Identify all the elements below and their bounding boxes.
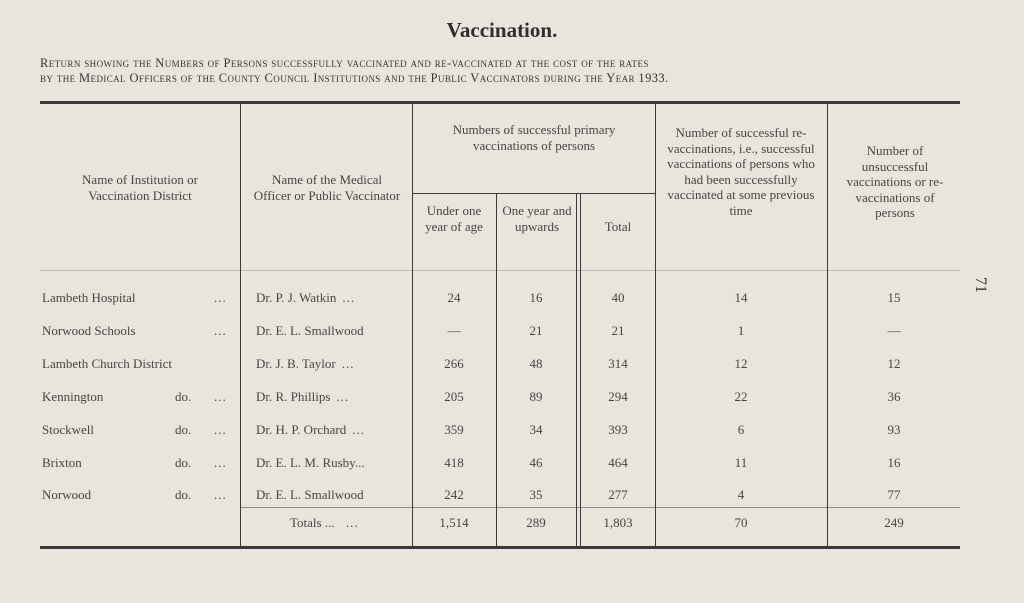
- totals-label: [290, 515, 359, 531]
- officer-name: Dr. J. B. Taylor: [256, 356, 336, 371]
- institution-dots: ...: [214, 323, 227, 338]
- row-officer: [256, 290, 412, 306]
- row-officer: [256, 356, 412, 372]
- row-institution: [42, 290, 238, 306]
- row-total: 294: [608, 389, 628, 404]
- institution-dots: ...: [214, 422, 227, 437]
- row-one-up: 16: [529, 290, 543, 305]
- ditto-mark: do.: [175, 422, 192, 437]
- officer-name: Dr. P. J. Watkin: [256, 290, 337, 305]
- officer-name: Dr. H. P. Orchard: [256, 422, 347, 437]
- header-one-year-up: One year and upwards: [502, 203, 572, 234]
- institution-dots: ...: [214, 389, 227, 404]
- institution-dots: ...: [214, 290, 227, 305]
- row-officer: [256, 487, 412, 503]
- row-institution: [42, 422, 238, 438]
- officer-name: Dr. E. L. Smallwood: [256, 487, 364, 502]
- row-total: 21: [611, 323, 625, 338]
- row-total: 464: [608, 455, 628, 470]
- header-unsuccessful: Number of unsuccessful vaccinations or re-vaccinations of persons: [846, 143, 944, 220]
- row-one-up: 34: [529, 422, 543, 437]
- row-total: 393: [608, 422, 628, 437]
- officer-dots: ...: [352, 422, 366, 437]
- caption-line-1: Return showing the Numbers of Persons successfully vaccinated and re-vaccinated at the cost of the rates: [40, 56, 649, 70]
- totals-rule: [240, 507, 960, 508]
- ditto-mark: do.: [175, 487, 192, 502]
- row-institution: [42, 455, 238, 471]
- row-officer: [256, 389, 412, 405]
- page-number: 71: [972, 277, 989, 293]
- row-unsuccessful: 16: [887, 455, 901, 470]
- row-unsuccessful: 15: [887, 290, 901, 305]
- col-rule-2: [412, 104, 413, 546]
- institution-name: Brixton: [42, 455, 82, 470]
- col-rule-4b: [580, 194, 581, 546]
- header-bottom-rule: [40, 270, 960, 271]
- row-institution: [42, 323, 238, 339]
- row-revacc: 14: [734, 290, 748, 305]
- row-under-one: 24: [447, 290, 461, 305]
- row-unsuccessful: 36: [887, 389, 901, 404]
- institution-name: Norwood Schools: [42, 323, 136, 338]
- row-one-up: 89: [529, 389, 543, 404]
- header-institution: Name of Institution or Vaccination District: [82, 172, 198, 203]
- officer-name: Dr. E. L. M. Rusby...: [256, 455, 365, 470]
- row-under-one: 266: [444, 356, 464, 371]
- row-under-one: —: [447, 323, 461, 338]
- row-under-one: 242: [444, 487, 464, 502]
- row-under-one: 418: [444, 455, 464, 470]
- row-revacc: 6: [737, 422, 745, 437]
- row-total: 40: [611, 290, 625, 305]
- totals-label-text: Totals ...: [290, 515, 335, 530]
- row-institution: [42, 389, 238, 405]
- ditto-mark: do.: [175, 389, 192, 404]
- totals-unsuccessful: 249: [884, 515, 904, 530]
- top-thick-rule: [40, 101, 960, 104]
- totals-under-one: 1,514: [439, 515, 469, 530]
- row-one-up: 46: [529, 455, 543, 470]
- institution-name: Lambeth Church District: [42, 356, 172, 371]
- bottom-thick-rule: [40, 546, 960, 549]
- row-unsuccessful: 77: [887, 487, 901, 502]
- header-revacc: Number of successful re-vaccinations, i.e., successful vaccinations of persons who had been successfully vaccinated at some previous time: [667, 125, 815, 218]
- institution-name: Stockwell: [42, 422, 94, 437]
- header-officer: Name of the Medical Officer or Public Vaccinator: [253, 172, 401, 203]
- totals-one-up: 289: [526, 515, 546, 530]
- row-one-up: 48: [529, 356, 543, 371]
- institution-dots: ...: [214, 487, 227, 502]
- row-revacc: 22: [734, 389, 748, 404]
- officer-dots: ...: [336, 389, 350, 404]
- row-under-one: 359: [444, 422, 464, 437]
- institution-dots: ...: [214, 455, 227, 470]
- header-primary-group: Numbers of successful primary vaccinations of persons: [452, 122, 616, 153]
- table-caption: [40, 56, 970, 86]
- row-under-one: 205: [444, 389, 464, 404]
- row-revacc: 4: [737, 487, 745, 502]
- officer-dots: ...: [342, 290, 356, 305]
- row-unsuccessful: —: [887, 323, 901, 338]
- page-title: Vaccination.: [446, 18, 558, 42]
- totals-revacc: 70: [734, 515, 748, 530]
- row-revacc: 11: [734, 455, 748, 470]
- officer-dots: ...: [341, 356, 355, 371]
- row-officer: [256, 422, 412, 438]
- row-officer: [256, 323, 412, 339]
- row-one-up: 35: [529, 487, 543, 502]
- row-unsuccessful: 12: [887, 356, 901, 371]
- institution-name: Lambeth Hospital: [42, 290, 136, 305]
- totals-total: 1,803: [603, 515, 633, 530]
- subheader-rule: [412, 193, 655, 194]
- header-under-one: Under one year of age: [425, 203, 483, 234]
- caption-line-2: by the Medical Officers of the County Council Institutions and the Public Vaccinators during the Year 1933.: [40, 71, 669, 85]
- row-institution: [42, 356, 238, 372]
- col-rule-4a: [576, 194, 577, 546]
- row-unsuccessful: 93: [887, 422, 901, 437]
- header-total: Total: [604, 219, 632, 234]
- officer-name: Dr. R. Phillips: [256, 389, 331, 404]
- row-total: 277: [608, 487, 628, 502]
- totals-dots: ...: [345, 515, 359, 530]
- row-institution: [42, 487, 238, 503]
- ditto-mark: do.: [175, 455, 192, 470]
- row-total: 314: [608, 356, 628, 371]
- col-rule-3: [496, 194, 497, 546]
- col-rule-5: [655, 104, 656, 546]
- officer-name: Dr. E. L. Smallwood: [256, 323, 364, 338]
- row-officer: [256, 455, 412, 471]
- row-one-up: 21: [529, 323, 543, 338]
- row-revacc: 1: [737, 323, 745, 338]
- col-rule-1: [240, 104, 241, 546]
- institution-name: Norwood: [42, 487, 92, 502]
- row-revacc: 12: [734, 356, 748, 371]
- col-rule-6: [827, 104, 828, 546]
- institution-name: Kennington: [42, 389, 104, 404]
